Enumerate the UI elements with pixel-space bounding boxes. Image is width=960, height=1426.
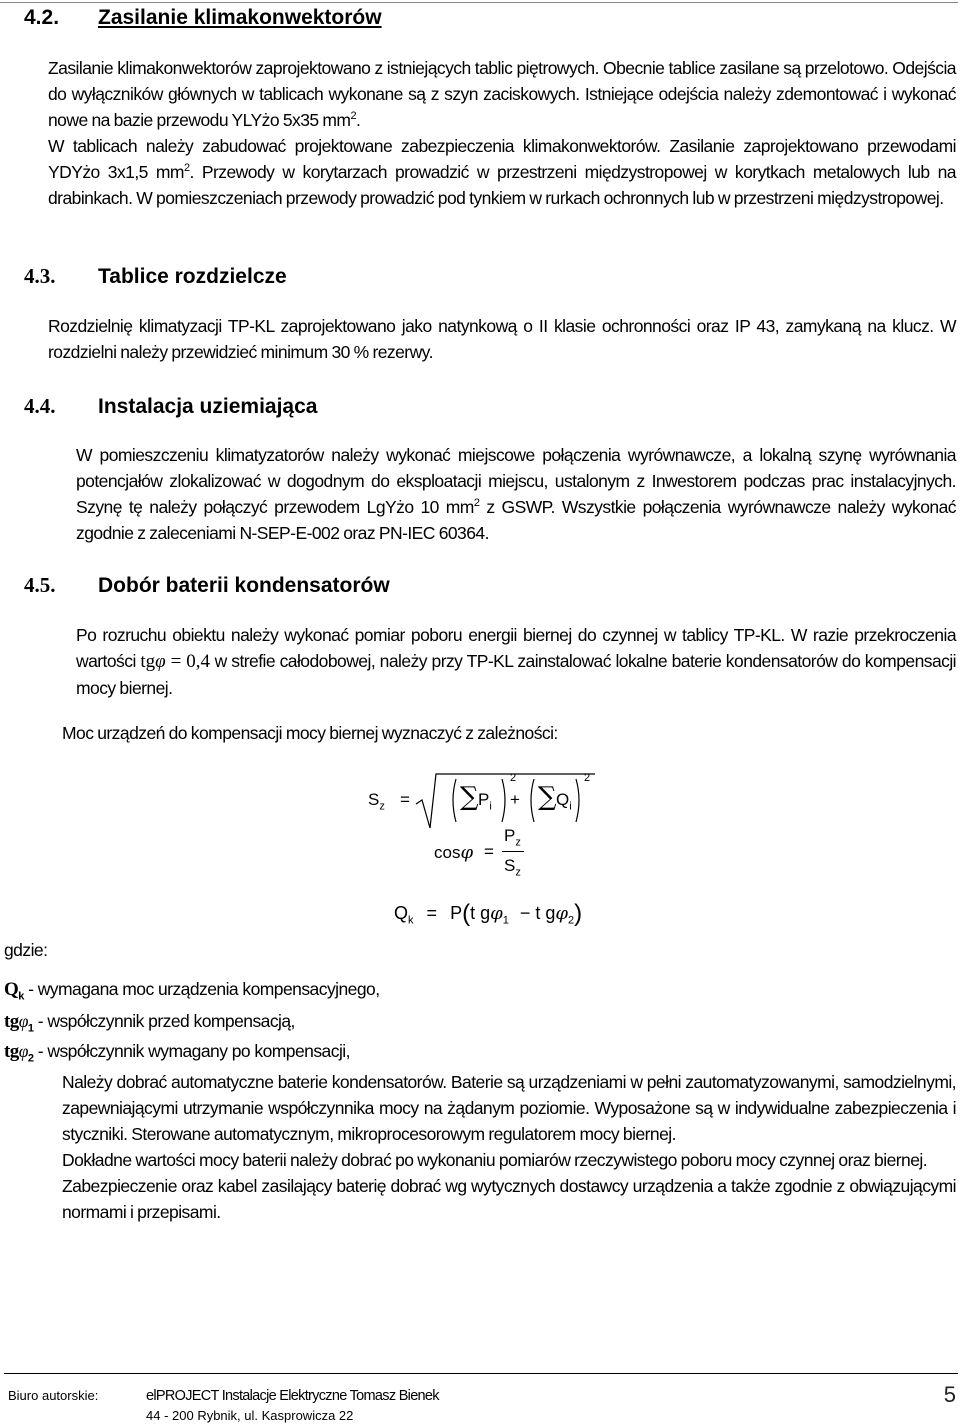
legend-item-qk: $Q_k$ - wymagana moc urządzenia kompensacyjnego, — [4, 979, 380, 1003]
heading-title: Tablice rozdzielcze — [98, 265, 287, 288]
paragraph: Zabezpieczenie oraz kabel zasilający baterię dobrać wg wytycznych dostawcy urządzenia a także zgodnie z obwiązującymi normami i przepisami. — [62, 1176, 956, 1222]
heading-4-4 — [24, 394, 317, 419]
paragraph: W tablicach należy zabudować projektowane zabezpieczenia klimakonwektorów. Zasilanie zaprojektowano przewodami YDYżo 3x1,5 $mm^2$. Przewody w korytarzach prowadzić w przestrzeni międzystropowej w korytkach metalowych lub na drabinkach. W pomieszczeniach przewody prowadzić pod tynkiem w rurkach ochronnych lub w przestrzeni międzystropowej. — [48, 136, 956, 208]
section-4-5-closing — [4, 1069, 956, 1225]
footer-rule — [4, 1373, 958, 1374]
formula-equals: = — [400, 790, 410, 809]
paragraph: Zasilanie klimakonwektorów zaprojektowano z istniejących tablic piętrowych. Obecnie tablice zasilane są przelotowo. Odejścia do wyłączników głównych w tablicach wykonane są z szyn zaciskowych. Istniejące odejścia należy zdemontować i wykonać nowe na bazie przewodu YLYżo 5x35 $mm^2$. — [48, 58, 956, 130]
section-4-2-body — [4, 55, 956, 211]
heading-title: Dobór baterii kondensatorów — [98, 574, 390, 597]
section-4-5-body — [4, 622, 956, 701]
document-page: 4.2. Zasilanie klimakonwektorów Zasilanie klimakonwektorów zaprojektowano z istniejących tablic piętrowych. Obecnie tablice zasilane są przelotowo. Odejścia do wyłączników głównych w tablicach wykonane są z szyn zaciskowych. Istniejące odejścia należy zdemontować i wykonać nowe na bazie przewodu YLYżo 5x35 $mm^2$. W tablicach należy zabudować projektowane zabezpieczenia klimakonwektorów. Zasilanie zaprojektowano przewodami YDYżo 3x1,5 $mm^2$. Przewody w korytarzach prowadzić w przestrzeni międzystropowej w korytkach metalowych lub na drabinkach. W pomieszczeniach przewody prowadzić pod tynkiem w rurkach ochronnych lub w przestrzeni międzystropowej. 4.3. Tablice rozdzielcze Rozdzielnię klimatyzacji TP-KL zaprojektowano jako natynkową o II klasie ochronności oraz IP 43, zamykaną na klucz. W rozdzielni należy przewidzieć minimum 30 % rezerwy. 4.4. Instalacja uziemiająca W pomieszczeniu klimatyzatorów należy wykonać miejscowe połączenia wyrównawcze, a lokalną szynę wyrównania potencjałów zlokalizować w dogodnym do eksploatacji miejscu, ustalonym z Inwestorem podczas prac instalacyjnych. Szynę tę należy połączyć przewodem LgYżo 10 $mm^2$ z GSWP. Wszystkie połączenia wyrównawcze należy wykonać zgodnie z zaleceniami N-SEP-E-002 oraz PN-IEC 60364. 4.5. Dobór baterii kondensatorów Po rozruchu obiektu należy wykonać pomiar poboru energii biernej do czynnej w tablicy TP-KL. W razie przekroczenia wartości tgφ = 0,4 w strefie całodobowej, należy przy TP-KL zainstalować lokalne baterie kondensatorów do kompensacji mocy biernej. Moc urządzeń do kompensacji mocy biernej wyznaczyć z zależności: $S_z$ = ∑ $P_i$ 2 + ∑ $Q_i$ 2 cosφ = $P_z$ $S_z$ $Q_k = P(t$ $g\varphi_1 - t$ $g\varphi_2$) gdzie: $Q_k$ - wymagana moc urządzenia kompensacyjnego, tgφ$_1$ - współczynnik przed kompensacją, tgφ$_2$ - współczynnik wymagany po kompensacji, Należy dobrać automatyczne baterie kondensatorów. Baterie są urządzeniami w pełni zautomatyzowanymi, samodzielnymi, zapewniającymi utrzymanie współczynnika mocy na żądanym poziomie. Wyposażone są w indywidualne zabezpieczenia i styczniki. Sterowane automatycznym, mikroprocesorowym regulatorem mocy biernej. Dokładne wartości mocy baterii należy dobrać po wykonaniu pomiarów rzeczywistego poboru mocy czynnej oraz biernej. Zabezpieczenie oraz kabel zasilający baterię dobrać wg wytycznych dostawcy urządzenia a także zgodnie z obwiązującymi normami i przepisami. Biuro autorskie: elPROJECT Instalacje Elektryczne Tomasz Bienek 44 - 200 Rybnik, ul. Kasprowicza 22 5 — [0, 0, 960, 1426]
paragraph: Po rozruchu obiektu należy wykonać pomiar poboru energii biernej do czynnej w tablicy TP-KL. W razie przekroczenia wartości tgφ = 0,4 w strefie całodobowej, należy przy TP-KL zainstalować lokalne baterie kondensatorów do kompensacji mocy biernej. — [76, 625, 957, 698]
paragraph: Moc urządzeń do kompensacji mocy biernej wyznaczyć z zależności: — [62, 723, 558, 743]
paragraph: Dokładne wartości mocy baterii należy dobrać po wykonaniu pomiarów rzeczywistego poboru mocy czynnej oraz biernej. — [62, 1150, 928, 1170]
section-4-3-body — [4, 313, 956, 365]
heading-number: 4.3. — [24, 264, 56, 288]
heading-title: Zasilanie klimakonwektorów — [98, 6, 382, 29]
footer-address: 44 - 200 Rybnik, ul. Kasprowicza 22 — [146, 1408, 354, 1423]
heading-number: 4.5. — [24, 573, 56, 597]
paragraph: Rozdzielnię klimatyzacji TP-KL zaprojektowano jako natynkową o II klasie ochronności oraz IP 43, zamykaną na klucz. W rozdzielni należy przewidzieć minimum 30 % rezerwy. — [48, 316, 956, 362]
top-rule — [0, 2, 958, 3]
footer-label: Biuro autorskie: — [8, 1388, 99, 1403]
paragraph: W pomieszczeniu klimatyzatorów należy wykonać miejscowe połączenia wyrównawcze, a lokalną szynę wyrównania potencjałów zlokalizować w dogodnym do eksploatacji miejscu, ustalonym z Inwestorem podczas prac instalacyjnych. Szynę tę należy połączyć przewodem LgYżo 10 $mm^2$ z GSWP. Wszystkie połączenia wyrównawcze należy wykonać zgodnie z zaleceniami N-SEP-E-002 oraz PN-IEC 60364. — [76, 445, 956, 543]
tg-phi-formula: tgφ = 0,4 — [140, 651, 211, 672]
fraction-bar — [502, 851, 524, 852]
heading-4-3 — [24, 264, 287, 289]
heading-4-2 — [24, 6, 382, 30]
heading-4-5 — [24, 573, 390, 598]
legend-item-tg1: tgφ$_1$ - współczynnik przed kompensacją, — [4, 1011, 295, 1035]
plus-sign: + — [510, 790, 520, 809]
formula-sz: S — [368, 790, 380, 809]
section-4-4-body — [4, 442, 956, 546]
heading-number: 4.4. — [24, 394, 56, 418]
heading-title: Instalacja uziemiająca — [98, 395, 318, 418]
where-label: gdzie: — [4, 940, 48, 960]
page-number: 5 — [943, 1382, 956, 1407]
sum-symbol: ∑ — [538, 782, 557, 812]
sum-symbol: ∑ — [460, 782, 479, 812]
paragraph: Należy dobrać automatyczne baterie kondensatorów. Baterie są urządzeniami w pełni zautomatyzowanymi, samodzielnymi, zapewniającymi utrzymanie współczynnika mocy na żądanym poziomie. Wyposażone są w indywidualne zabezpieczenia i styczniki. Sterowane automatycznym, mikroprocesorowym regulatorem mocy biernej. — [62, 1072, 956, 1144]
heading-number: 4.2. — [24, 6, 60, 29]
formula-compensation-power: $Q_k = P(t$ $g\varphi_1 - t$ $g\varphi_2$) — [394, 900, 583, 927]
legend-item-tg2: tgφ$_2$ - współczynnik wymagany po kompensacji, — [4, 1041, 350, 1065]
footer-company: elPROJECT Instalacje Elektryczne Tomasz Bienek — [146, 1388, 439, 1404]
section-4-5-intro — [4, 720, 956, 746]
